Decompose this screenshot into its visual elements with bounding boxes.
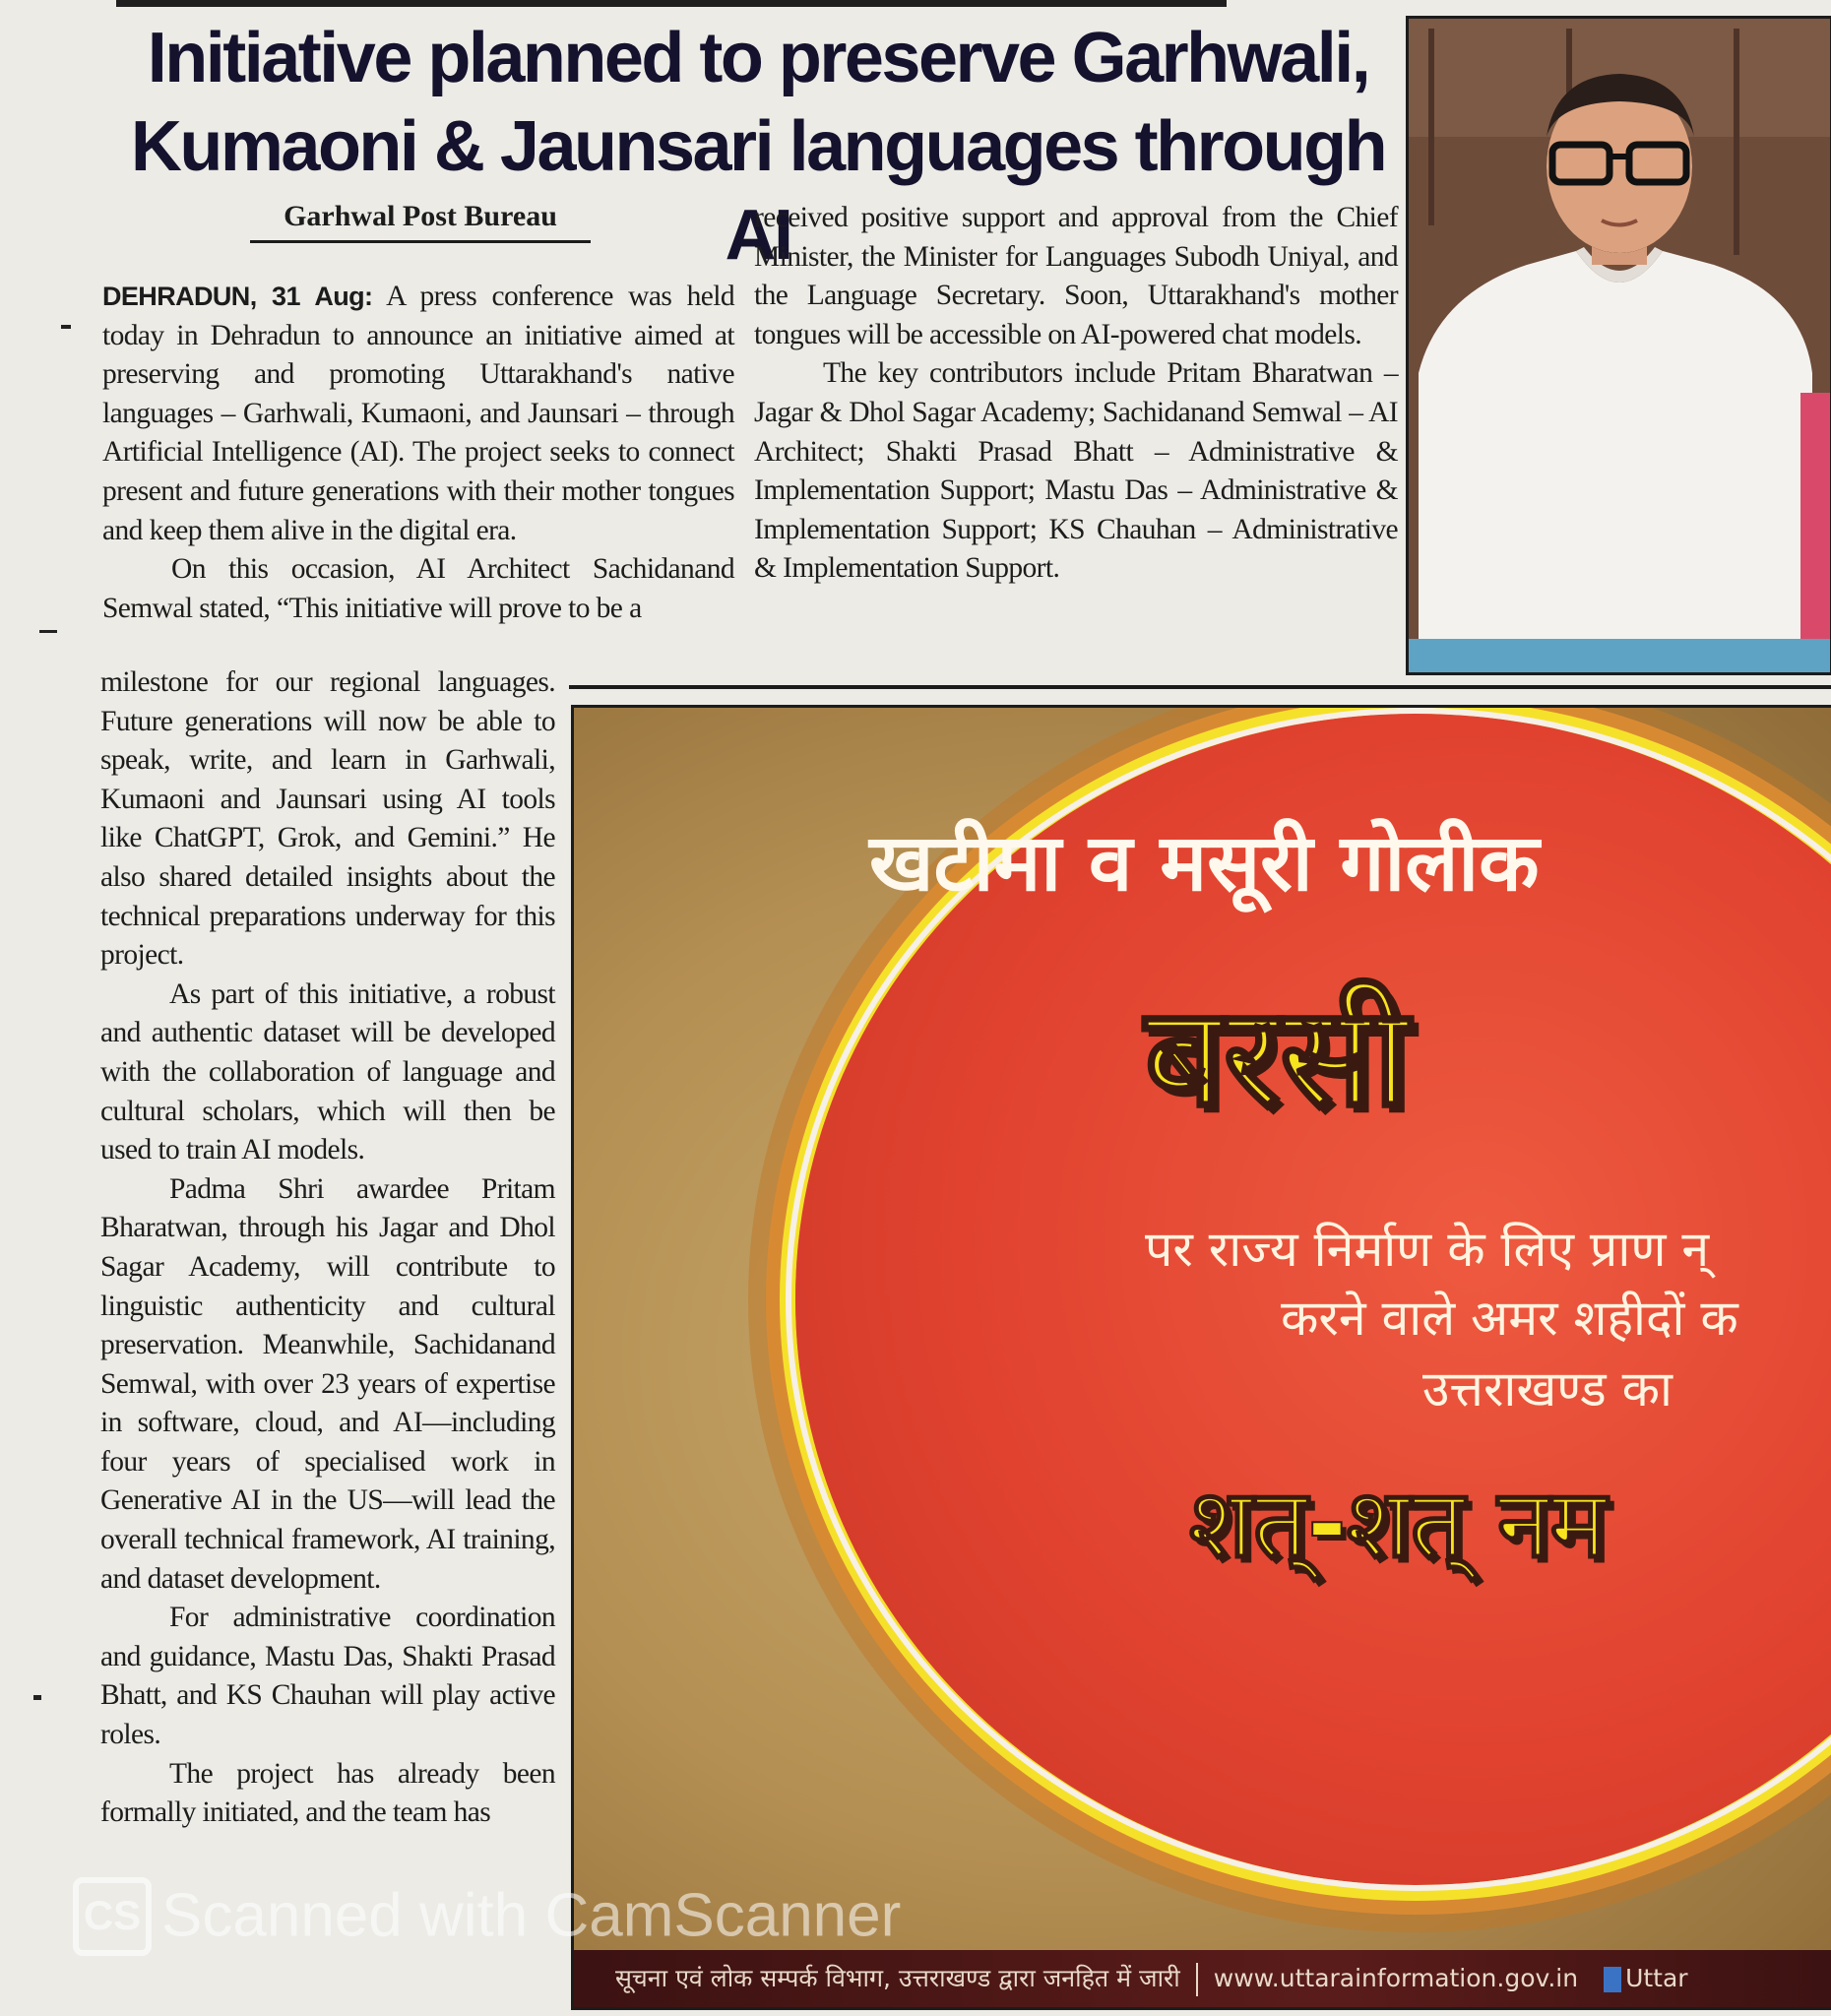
camscanner-watermark bbox=[73, 1870, 901, 1955]
scan-speck bbox=[33, 1695, 41, 1700]
ad-headline: बरसी bbox=[1145, 977, 1410, 1138]
dateline: DEHRADUN, 31 Aug: bbox=[102, 282, 373, 311]
article-column-2 bbox=[754, 199, 1398, 589]
photo-illustration bbox=[1409, 19, 1830, 672]
article-paragraph: milestone for our regional languages. Future generations will now be able to speak, write, and learn in Garhwali, Kumaoni and Jaunsari using AI tools like ChatGPT, Grok, and Gemini.” He also shared detailed insights about the technical preparations underway for this project. bbox=[100, 666, 555, 972]
article-column-1-bottom bbox=[100, 663, 555, 1833]
ad-footer bbox=[574, 1950, 1831, 2007]
article-paragraph: Padma Shri awardee Pritam Bharatwan, through his Jagar and Dhol Sagar Academy, will contribute to linguistic authenticity and cultural preservation. Meanwhile, Sachidanand Semwal, with over 23 years of expertise in software, cloud, and AI—including four years of specialised work in Generative AI in the US—will lead the overall technical framework, AI training, and dataset development. bbox=[100, 1172, 555, 1595]
scan-speck bbox=[39, 630, 57, 633]
footer-divider bbox=[1196, 1963, 1198, 1996]
article-paragraph: On this occasion, AI Architect Sachidanand Semwal stated, “This initiative will prove to be a bbox=[102, 553, 734, 624]
paragraph-text: A press conference was held today in Dehradun to announce an initiative aimed at preserving and promoting Uttarakhand's native languages – Garhwali, Kumaoni, and Jaunsari – through Artificial Intelligence (AI). The project seeks to connect present and future generations with their mother tongues and keep them alive in the digital era. bbox=[102, 281, 734, 546]
article-paragraph: The project has already been formally initiated, and the team has bbox=[100, 1757, 555, 1829]
article-photo bbox=[1406, 16, 1831, 675]
ad-line-1: खटीमा व मसूरी गोलीक bbox=[869, 817, 1540, 909]
camscanner-logo-icon: CS bbox=[73, 1877, 152, 1956]
article-paragraph: received positive support and approval from the Chief Minister, the Minister for Languages Subodh Uniyal, and the Language Secretary. Soon, Uttarakhand's mother tongues will be accessible on AI-powered chat models. bbox=[754, 202, 1398, 350]
ad-line-4: करने वाले अमर शहीदों क bbox=[1281, 1290, 1738, 1347]
ad-footer-tail: Uttar bbox=[1625, 1964, 1688, 1992]
top-rule bbox=[116, 0, 1227, 7]
facebook-icon bbox=[1604, 1967, 1621, 1992]
scan-speck bbox=[61, 325, 71, 329]
watermark-text: Scanned with CamScanner bbox=[161, 1881, 902, 1950]
section-divider bbox=[569, 685, 1831, 689]
article-paragraph: As part of this initiative, a robust and authentic dataset will be developed with the collaboration of language and cultural scholars, which will then be used to train AI models. bbox=[100, 977, 555, 1166]
ad-line-5: उत्तराखण्ड का bbox=[1422, 1360, 1673, 1418]
byline: Garhwal Post Bureau bbox=[250, 197, 591, 243]
ad-footer-department: सूचना एवं लोक सम्पर्क विभाग, उत्तराखण्ड द्वारा जनहित में जारी bbox=[615, 1964, 1180, 1992]
article-paragraph bbox=[102, 278, 734, 550]
ad-footer-url: www.uttarainformation.gov.in bbox=[1213, 1964, 1579, 1992]
ad-tribute-line: शत्-शत् नम bbox=[1189, 1469, 1607, 1579]
advertisement bbox=[571, 705, 1831, 2010]
headline-line-2: Kumaoni & Jaunsari languages through AI bbox=[130, 107, 1386, 275]
ad-line-3: पर राज्य निर्माण के लिए प्राण न् bbox=[1145, 1221, 1710, 1278]
article-paragraph: For administrative coordination and guidance, Mastu Das, Shakti Prasad Bhatt, and KS Chauhan will play active roles. bbox=[100, 1602, 555, 1751]
headline-line-1: Initiative planned to preserve Garhwali, bbox=[147, 19, 1369, 97]
article-column-1-top bbox=[102, 278, 734, 628]
article-paragraph: The key contributors include Pritam Bharatwan – Jagar & Dhol Sagar Academy; Sachidanand Semwal – AI Architect; Shakti Prasad Bhatt – Administrative & Implementation Support; Mastu Das – Administrative & Implementation Support; KS Chauhan – Administrative & Implementation Support. bbox=[754, 357, 1398, 585]
